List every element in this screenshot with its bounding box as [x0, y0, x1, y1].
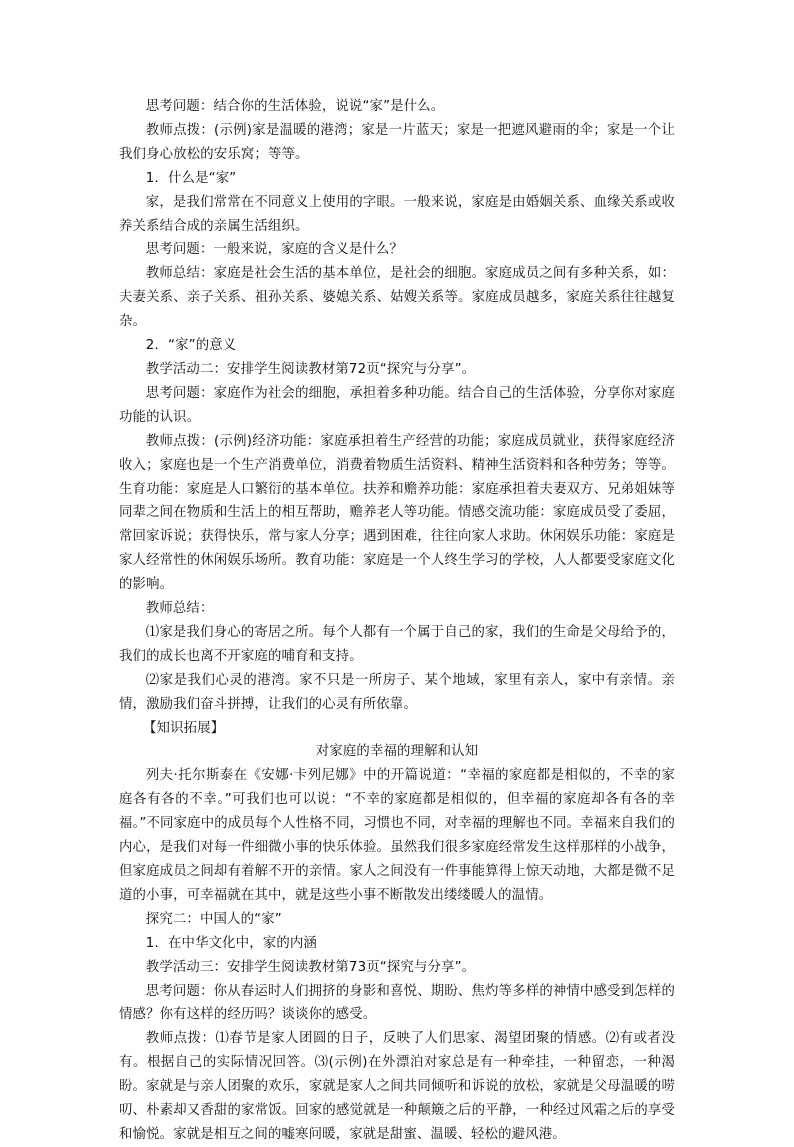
knowledge-extension-title: 对家庭的幸福的理解和认知 — [315, 744, 479, 760]
teacher-summary-label: 教师总结： — [145, 601, 214, 617]
document-page — [119, 95, 675, 1147]
teacher-tip-home-examples: 教师点拨：(示例)家是温暖的港湾；家是一片蓝天；家是一把遮风避雨的伞；家是一个让我们身心放松的安乐窝；等等。 — [119, 122, 675, 162]
knowledge-extension-heading: 【知识拓展】 — [143, 720, 225, 736]
question-what-is-home: 思考问题：结合你的生活体验，说说“家”是什么。 — [145, 99, 445, 114]
inquiry-two-heading: 探究二：中国人的“家” — [145, 911, 282, 927]
teaching-activity-two: 教学活动二：安排学生阅读教材第72页“探究与分享”。 — [145, 361, 476, 377]
tolstoy-happiness-paragraph: 列夫·托尔斯泰在《安娜·卡列尼娜》中的开篇说道：“幸福的家庭都是相似的，不幸的家庭各有各的不幸。”可我们也可以说：“不幸的家庭都是相似的，但幸福的家庭却各有各的幸福。”不同家庭中的成员每个人性格不同，习惯也不同，对幸福的理解也不同。幸福来自我们的内心，是我们对每一件细微小事的快乐体验。虽然我们很多家庭经常发生这样那样的小战争，但家庭成员之间却有着解不开的亲情。家人之间没有一件事能算得上惊天动地，大都是微不足道的小事，可幸福就在其中，就是这些小事不断散发出缕缕暖人的温情。 — [119, 768, 675, 903]
section-heading-home-meaning: 2．“家”的意义 — [145, 338, 237, 354]
summary-point-one: ⑴家是我们身心的寄居之所。每个人都有一个属于自己的家，我们的生命是父母给予的，我们的成长也离不开家庭的哺育和支持。 — [119, 624, 675, 664]
question-family-functions: 思考问题：家庭作为社会的细胞，承担着多种功能。结合自己的生活体验，分享你对家庭功能的认识。 — [119, 385, 675, 425]
section-heading-chinese-culture-home: 1．在中华文化中，家的内涵 — [145, 935, 317, 951]
teacher-tip-family-functions: 教师点拨：(示例)经济功能：家庭承担着生产经营的功能；家庭成员就业，获得家庭经济收入；家庭也是一个生产消费单位，消费着物质生活资料、精神生活资料和各种劳务；等等。生育功能：家庭是人口繁衍的基本单位。扶养和赡养功能：家庭承担着夫妻双方、兄弟姐妹等同辈之间在物质和生活上的相互帮助，赡养老人等功能。情感交流功能：家庭成员受了委屈，常回家诉说；获得快乐，常与家人分享；遇到困难，往往向家人求助。休闲娱乐功能：家庭是家人经常性的休闲娱乐场所。教育功能：家庭是一个人终生学习的学校，人人都要受家庭文化的影响。 — [119, 433, 675, 593]
home-definition: 家，是我们常常在不同意义上使用的字眼。一般来说，家庭是由婚姻关系、血缘关系或收养关系结合成的亲属生活组织。 — [119, 194, 675, 234]
question-family-meaning: 思考问题：一般来说，家庭的含义是什么？ — [145, 242, 404, 258]
teacher-tip-spring-festival: 教师点拨：⑴春节是家人团圆的日子，反映了人们思家、渴望团聚的情感。⑵有或者没有。根据自己的实际情况回答。⑶(示例)在外漂泊对家总是有一种牵挂，一种留恋，一种渴盼。家就是与亲人团聚的欢乐，家就是家人之间共同倾听和诉说的放松，家就是父母温暖的唠叨、朴素却又香甜的家常饭。回家的感觉就是一种颠簸之后的平静，一种经过风霜之后的享受和愉悦。家就是相互之间的嘘寒问暖，家就是甜蜜、温暖、轻松的避风港。 — [119, 1031, 675, 1142]
question-spring-festival-travel: 思考问题：你从春运时人们拥挤的身影和喜悦、期盼、焦灼等多样的神情中感受到怎样的情感？你有这样的经历吗？谈谈你的感受。 — [119, 983, 675, 1023]
teaching-activity-three: 教学活动三：安排学生阅读教材第73页“探究与分享”。 — [145, 959, 476, 975]
teacher-summary-family-relations: 教师总结：家庭是社会生活的基本单位，是社会的细胞。家庭成员之间有多种关系，如：夫妻关系、亲子关系、祖孙关系、婆媳关系、姑嫂关系等。家庭成员越多，家庭关系往往越复杂。 — [119, 266, 675, 330]
section-heading-what-is-home: 1．什么是“家” — [145, 170, 237, 186]
summary-point-two: ⑵家是我们心灵的港湾。家不只是一所房子、某个地域，家里有亲人，家中有亲情。亲情，激励我们奋斗拼搏，让我们的心灵有所依靠。 — [119, 672, 675, 712]
